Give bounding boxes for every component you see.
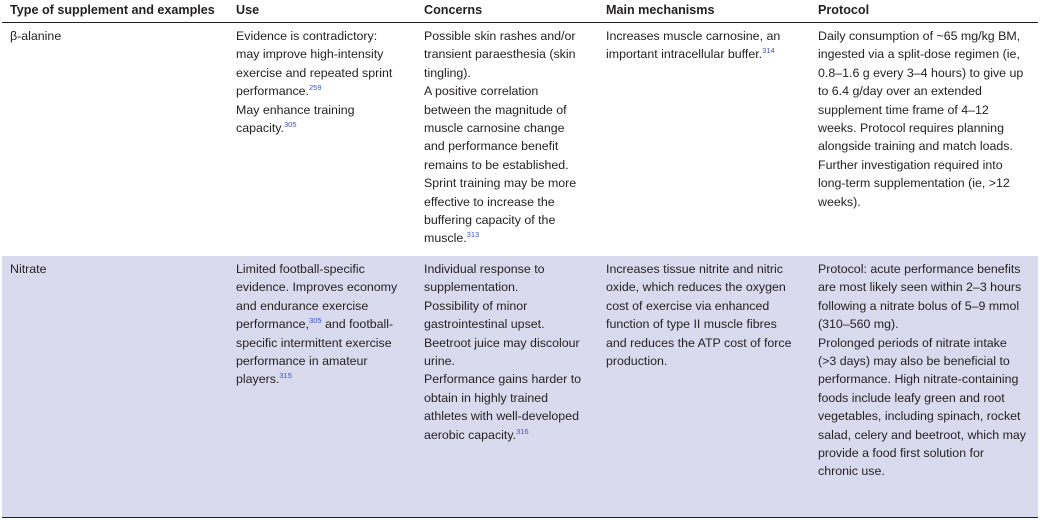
reference-link[interactable]: 305	[309, 316, 322, 326]
header-type: Type of supplement and examples	[2, 0, 228, 23]
reference-link[interactable]: 259	[309, 83, 322, 93]
para: Beetroot juice may discolour urine.	[424, 335, 580, 369]
cell-mechanisms	[598, 23, 810, 256]
cell-use	[228, 23, 416, 256]
cell-mechanisms	[598, 256, 810, 518]
para	[606, 27, 798, 64]
header-use: Use	[228, 0, 416, 23]
table-row	[2, 23, 1038, 256]
para: Individual response to supplementation.	[424, 262, 545, 295]
reference-link[interactable]: 313	[466, 230, 480, 240]
text: Increases muscle carnosine, an important intracellular buffer.	[606, 29, 781, 62]
header-mechanisms: Main mechanisms	[598, 0, 810, 23]
para	[236, 260, 404, 389]
cell-type: β-alanine	[2, 23, 228, 256]
text: and football-specific intermittent exercise performance in amateur players.	[236, 317, 394, 387]
table-row	[2, 256, 1038, 518]
para	[236, 101, 404, 138]
text: Evidence is contradictory: may improve high-intensity exercise and repeated sprint performance.	[236, 29, 393, 99]
text: Sprint training may be more effective to increase the buffering capacity of the muscle.	[424, 176, 577, 246]
cell-protocol	[810, 23, 1038, 256]
text: May enhance training capacity.	[236, 102, 355, 136]
para: Protocol: acute performance benefits are most likely seen within 2–3 hours following a nitrate bolus of 5–9 mmol (310–560 mg).	[818, 262, 1022, 332]
para	[236, 27, 404, 101]
text: Performance gains harder to obtain in highly trained athletes with well-developed aerobic capacity.	[424, 372, 582, 442]
para	[424, 370, 586, 444]
reference-link[interactable]: 316	[516, 426, 529, 436]
header-concerns: Concerns	[416, 0, 598, 23]
para: Prolonged periods of nitrate intake (>3 days) may also be beneficial to performance. High nitrate-containing foods include leafy green and root vegetables, including spinach, rocket salad, celery and beetroot, which may provide a food first solution for chronic use.	[818, 335, 1026, 479]
cell-use	[228, 256, 416, 518]
para: Possible skin rashes and/or transient paraesthesia (skin tingling).	[424, 29, 576, 80]
para: Possibility of minor gastrointestinal upset.	[424, 298, 545, 332]
reference-link[interactable]: 314	[762, 46, 775, 56]
para: Daily consumption of ~65 mg/kg BM, ingested via a split-dose regimen (ie, 0.8–1.6 g every 3–4 hours) to give up to 6.4 g/day over an extended supplement time frame of 4–12 weeks. Protocol requires planning alongside training and match loads. Further investigation required into long-term supplementation (ie, >12 weeks).	[818, 29, 1024, 209]
cell-concerns	[416, 23, 598, 256]
cell-protocol	[810, 256, 1038, 518]
cell-concerns	[416, 256, 598, 518]
cell-type: Nitrate	[2, 256, 228, 518]
text: Limited football-specific evidence. Improves economy and endurance exercise performance,	[236, 262, 398, 332]
reference-link[interactable]: 315	[279, 371, 292, 381]
header-row	[2, 0, 1038, 23]
para	[424, 174, 586, 248]
supplement-table	[2, 0, 1038, 518]
para: Increases tissue nitrite and nitric oxide, which reduces the oxygen cost of exercise via enhanced function of type II muscle fibres and reduces the ATP cost of force production.	[606, 262, 792, 369]
header-protocol: Protocol	[810, 0, 1038, 23]
reference-link[interactable]: 305	[283, 120, 297, 130]
para: A positive correlation between the magnitude of muscle carnosine change and performance benefit remains to be established.	[424, 84, 569, 172]
